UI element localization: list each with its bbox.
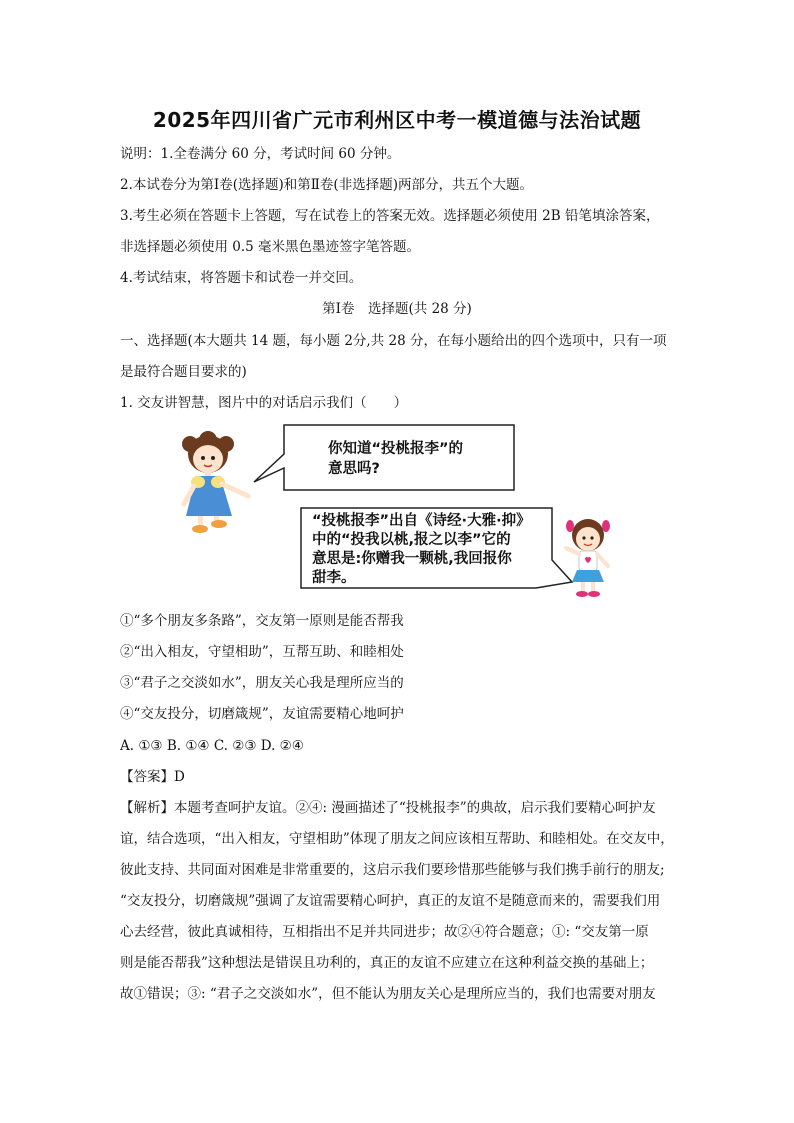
option-2: ②“出入相友，守望相助”，互帮互助、和睦相处 xyxy=(120,644,404,660)
girl-right-figure xyxy=(566,519,610,597)
analysis-line-3: 彼此支持、共同面对困难是非常重要的，这启示我们要珍惜那些能够与我们携手前行的朋友; xyxy=(120,862,665,878)
girl-left-figure xyxy=(182,431,248,533)
dialogue-illustration xyxy=(178,420,618,602)
page-title: 2025年四川省广元市利州区中考一模道德与法治试题 xyxy=(152,108,642,132)
analysis-line-2: 谊，结合选项，“出入相友，守望相助”体现了朋友之间应该相互帮助、和睦相处。在交友中， xyxy=(120,831,674,847)
bubble-2-line-2: 中的“投我以桃,报之以李”它的 xyxy=(312,532,511,548)
speech-bubble-2 xyxy=(301,508,572,588)
analysis-line-5: 心去经营，彼此真诚相待，互相指出不足并共同进步；故②④符合题意；①: “交友第一原 xyxy=(120,924,649,940)
bubble-2-line-1: “投桃报李”出自《诗经·大雅·抑》 xyxy=(312,513,531,529)
option-4: ④“交友投分，切磨箴规”，友谊需要精心地呵护 xyxy=(120,706,404,722)
bubble-1-line-2: 意思吗? xyxy=(328,461,380,477)
analysis-line-6: 则是能否帮我”这种想法是错误且功利的，真正的友谊不应建立在这种利益交换的基础上； xyxy=(120,955,654,971)
instruction-line-2: 2.本试卷分为第Ⅰ卷(选择题)和第Ⅱ卷(非选择题)两部分，共五个大题。 xyxy=(120,177,533,193)
instruction-line-3a: 3.考生必须在答题卡上答题，写在试卷上的答案无效。选择题必须使用 2B 铅笔填涂答案， xyxy=(120,208,660,224)
answer: 【答案】D xyxy=(120,769,185,785)
part-one-line-2: 是最符合题目要求的) xyxy=(120,364,247,380)
instruction-line-3b: 非选择题必须使用 0.5 毫米黑色墨迹签字笔答题。 xyxy=(120,239,421,255)
analysis-line-7: 故①错误；③: “君子之交淡如水”，但不能认为朋友关心是理所应当的，我们也需要对朋友 xyxy=(120,986,656,1002)
bubble-1-line-1: 你知道“投桃报李”的 xyxy=(328,441,464,457)
analysis-line-4: “交友投分，切磨箴规”强调了友谊需要精心呵护，真正的友谊不是随意而来的，需要我们用 xyxy=(120,893,661,909)
option-3: ③“君子之交淡如水”，朋友关心我是理所应当的 xyxy=(120,675,404,691)
analysis-line-1: 【解析】本题考查呵护友谊。②④: 漫画描述了“投桃报李”的典故，启示我们要精心呵护友 xyxy=(120,800,656,816)
bubble-2-line-4: 甜李。 xyxy=(312,570,356,586)
section-heading: 第Ⅰ卷 选择题(共 28 分) xyxy=(322,301,472,317)
answer-choices: A. ①③ B. ①④ C. ②③ D. ②④ xyxy=(120,738,304,754)
question-1-stem: 1. 交友讲智慧，图片中的对话启示我们（ ） xyxy=(120,395,408,411)
option-1: ①“多个朋友多条路”，交友第一原则是能否帮我 xyxy=(120,613,404,629)
instruction-line-4: 4.考试结束，将答题卡和试卷一并交回。 xyxy=(120,270,363,286)
part-one-line-1: 一、选择题(本大题共 14 题，每小题 2分,共 28 分，在每小题给出的四个选项中，只有一项 xyxy=(120,333,667,349)
instruction-line-1: 说明：1.全卷满分 60 分，考试时间 60 分钟。 xyxy=(120,146,401,162)
speech-bubble-1 xyxy=(254,425,514,490)
bubble-2-line-3: 意思是:你赠我一颗桃,我回报你 xyxy=(312,551,512,567)
